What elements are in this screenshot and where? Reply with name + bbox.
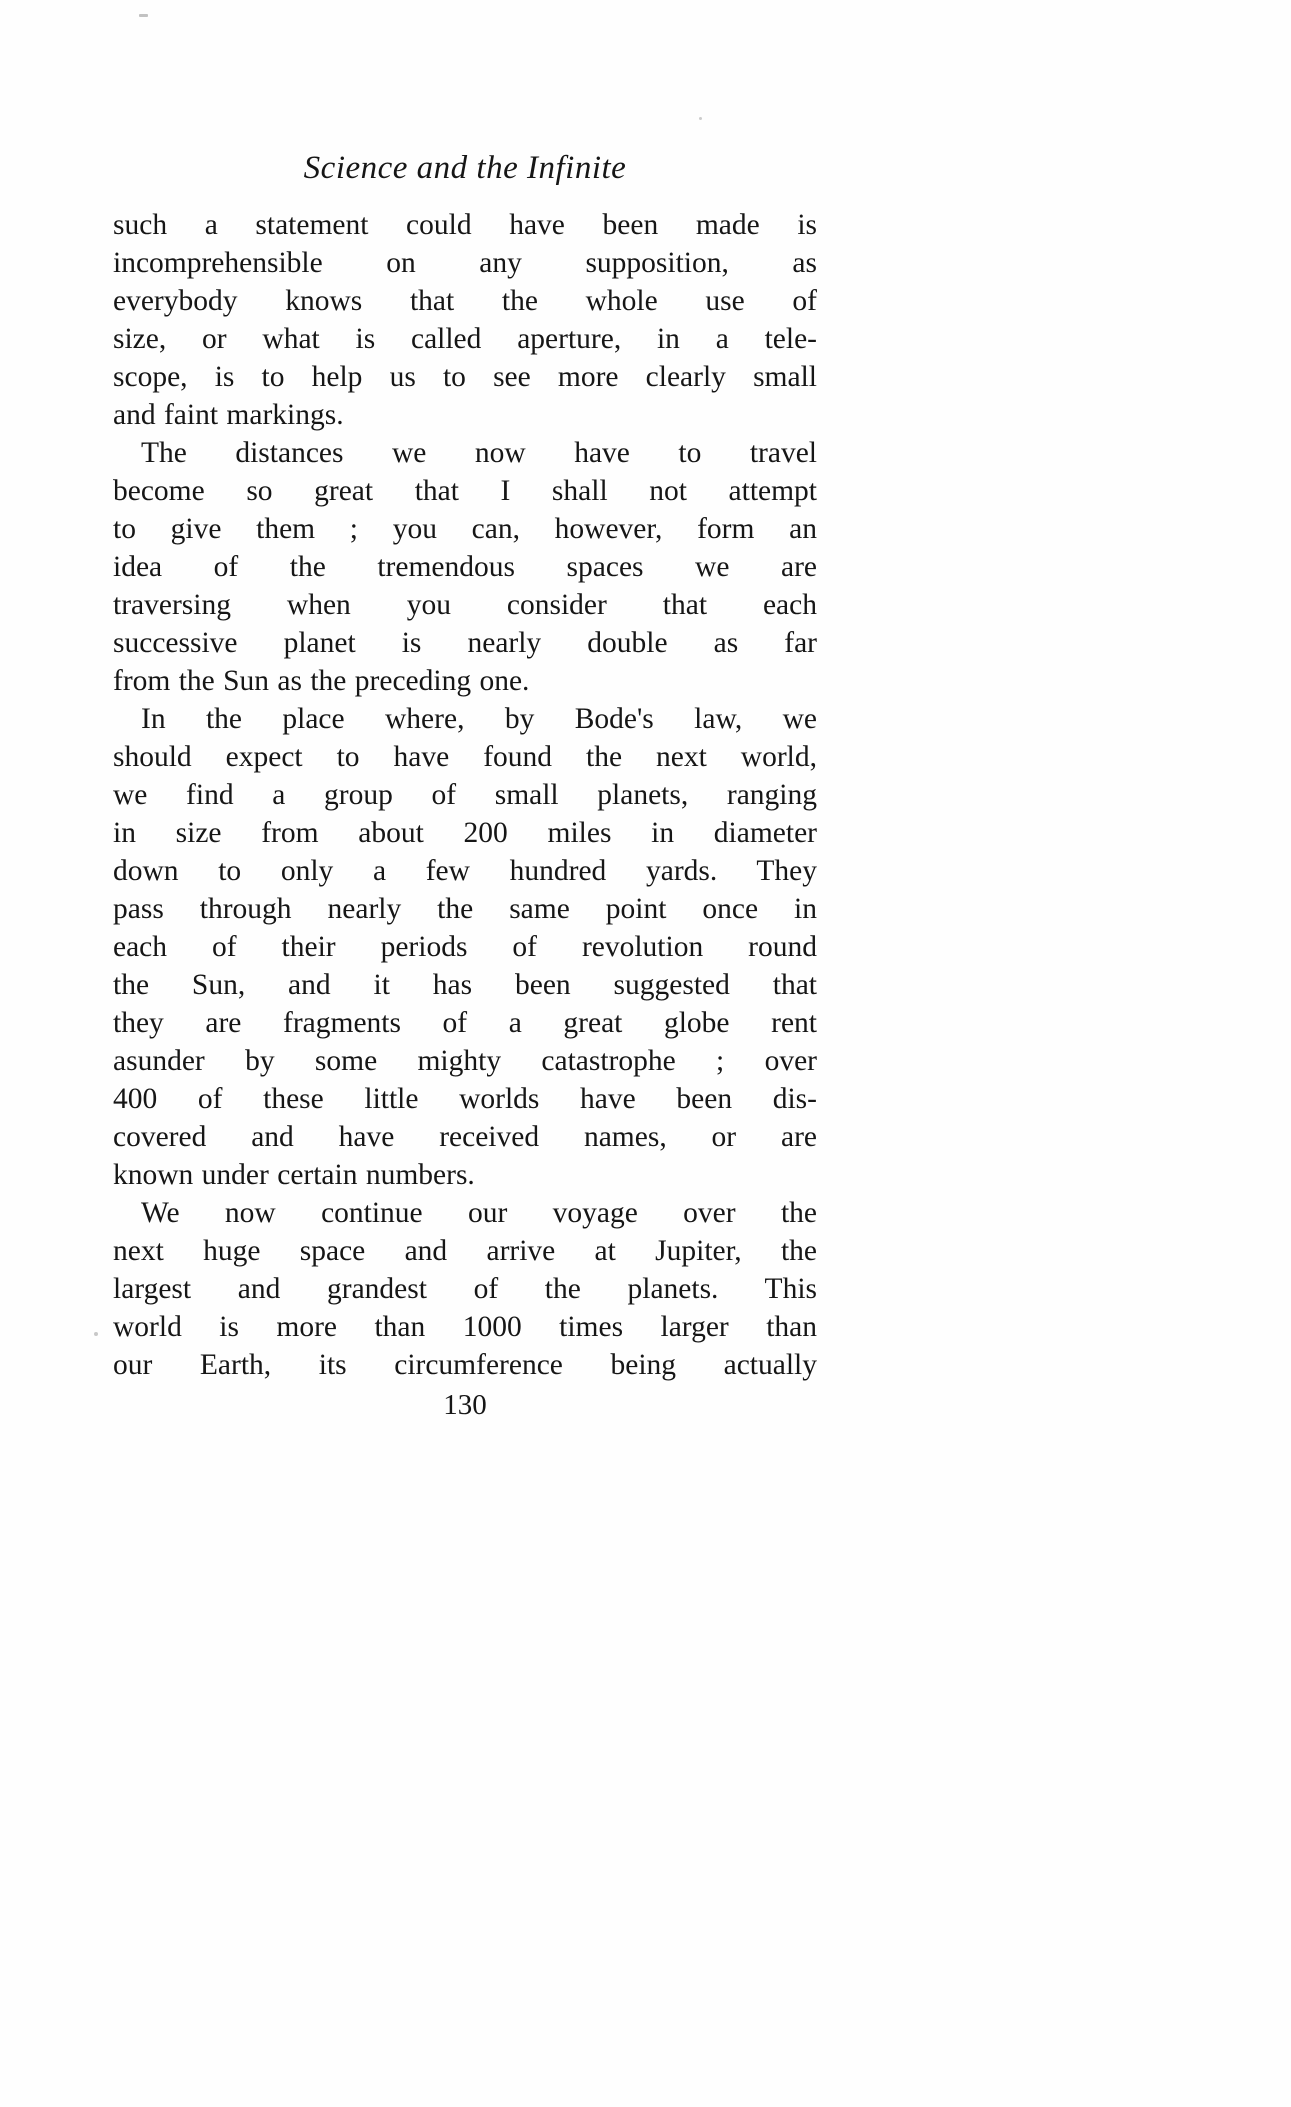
text-line: traversing when you consider that each [113, 589, 817, 621]
text-line: they are fragments of a great globe rent [113, 1007, 817, 1039]
text-line: should expect to have found the next world, [113, 741, 817, 773]
text-line: such a statement could have been made is [113, 209, 817, 241]
text-line: next huge space and arrive at Jupiter, the [113, 1235, 817, 1267]
text-line: we find a group of small planets, ranging [113, 779, 817, 811]
text-line: largest and grandest of the planets. This [113, 1273, 817, 1305]
text-line: world is more than 1000 times larger than [113, 1311, 817, 1343]
scan-artifact [139, 14, 148, 17]
text-line: the Sun, and it has been suggested that [113, 969, 817, 1001]
text-line: asunder by some mighty catastrophe ; over [113, 1045, 817, 1077]
text-line: size, or what is called aperture, in a tele- [113, 323, 817, 355]
text-line: We now continue our voyage over the [141, 1197, 817, 1229]
text-line: covered and have received names, or are [113, 1121, 817, 1153]
text-line: incomprehensible on any supposition, as [113, 247, 817, 279]
page-title: Science and the Infinite [303, 150, 627, 186]
text-line: become so great that I shall not attempt [113, 475, 817, 507]
text-line: In the place where, by Bode's law, we [141, 703, 817, 735]
text-line: pass through nearly the same point once in [113, 893, 817, 925]
text-line: known under certain numbers. [113, 1159, 475, 1191]
text-line: our Earth, its circumference being actually [113, 1349, 817, 1381]
body-text [113, 206, 817, 1384]
text-line: successive planet is nearly double as far [113, 627, 817, 659]
text-line: everybody knows that the whole use of [113, 285, 817, 317]
text-column [113, 146, 817, 1424]
text-line: each of their periods of revolution round [113, 931, 817, 963]
text-line: scope, is to help us to see more clearly small [113, 361, 817, 393]
text-line: from the Sun as the preceding one. [113, 665, 530, 697]
page-number: 130 [443, 1389, 487, 1421]
text-line: 400 of these little worlds have been dis- [113, 1083, 817, 1115]
text-line: in size from about 200 miles in diameter [113, 817, 817, 849]
text-line: The distances we now have to travel [141, 437, 817, 469]
scan-artifact [699, 117, 702, 120]
text-line: idea of the tremendous spaces we are [113, 551, 817, 583]
text-line: down to only a few hundred yards. They [113, 855, 817, 887]
text-line: and faint markings. [113, 399, 344, 431]
scan-artifact [94, 1332, 98, 1336]
text-line: to give them ; you can, however, form an [113, 513, 817, 545]
